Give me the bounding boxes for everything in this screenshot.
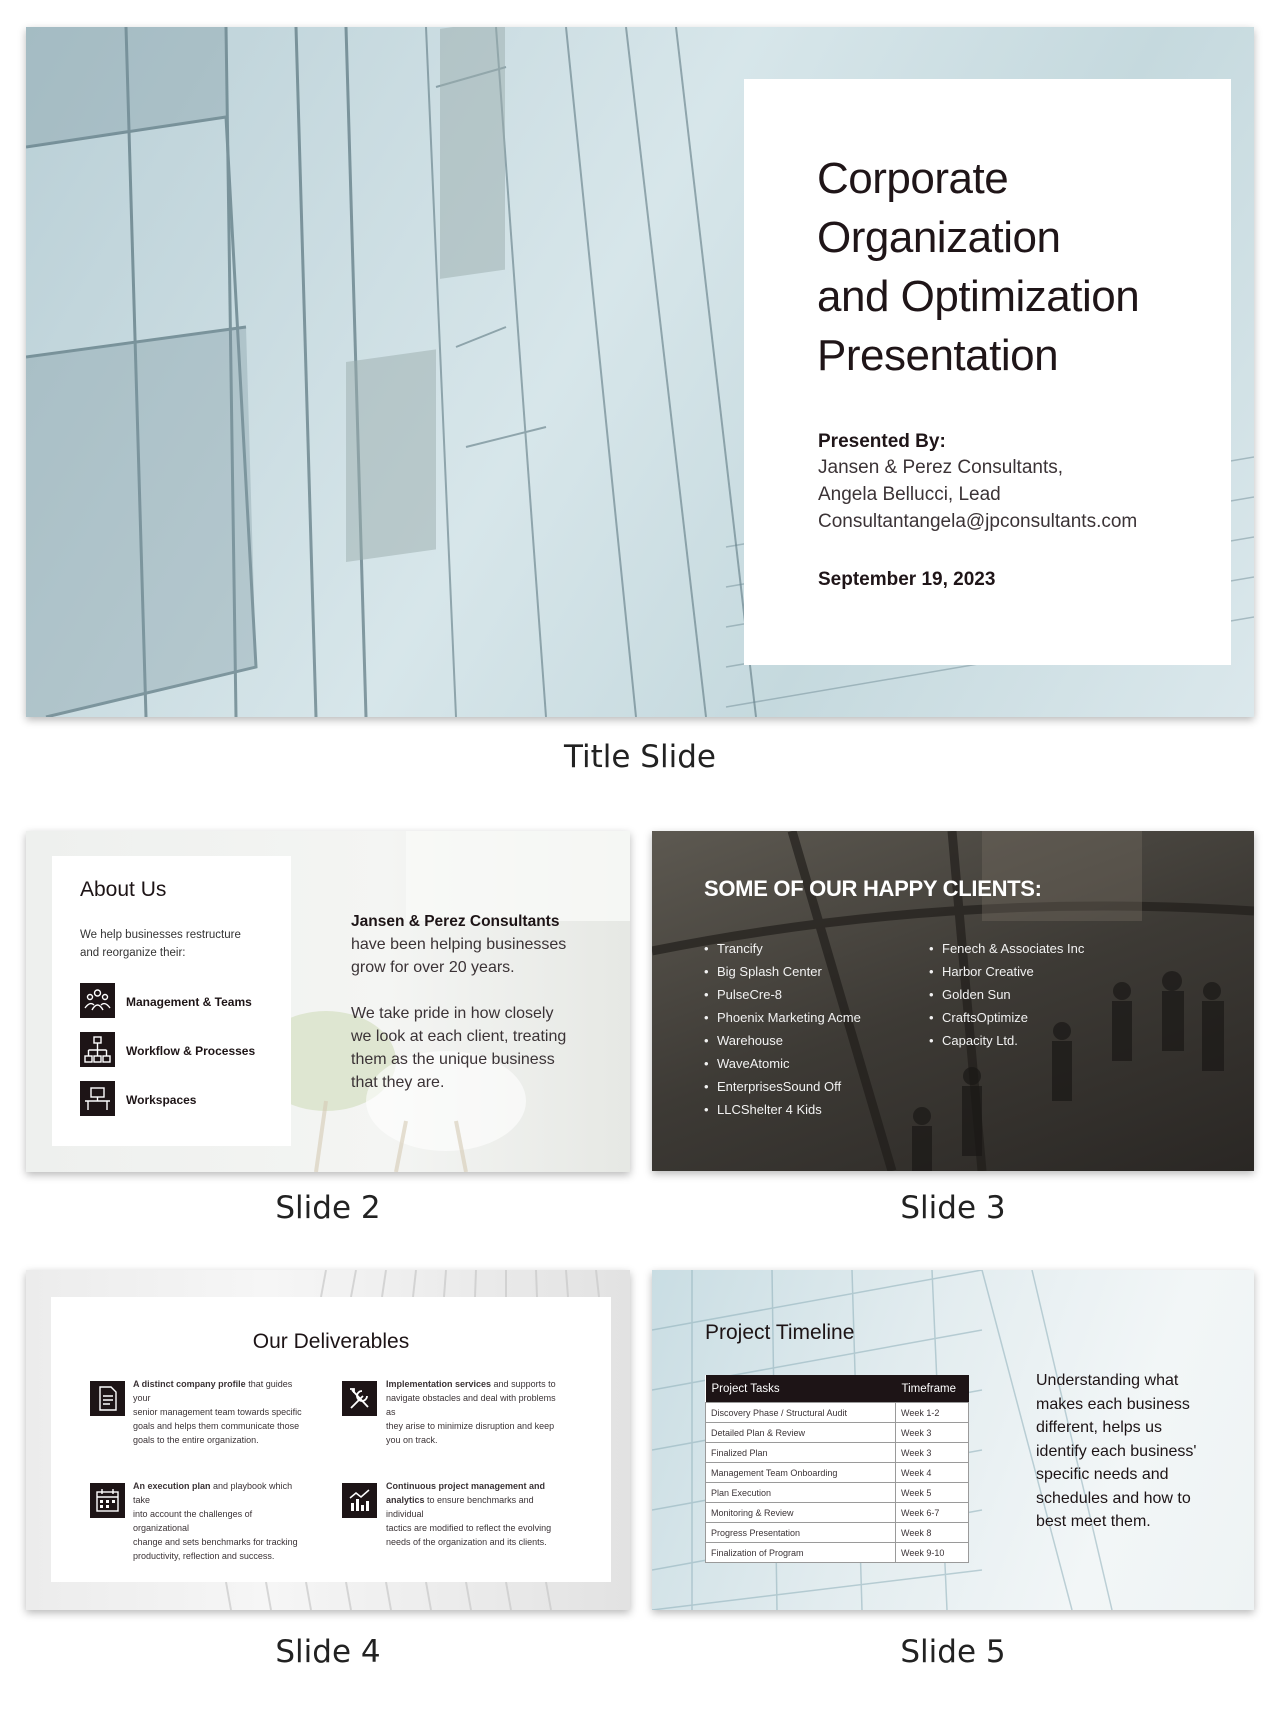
description-line: specific needs and [1036,1466,1169,1483]
workspace-icon [80,1081,115,1116]
title-line: Organization [817,213,1061,262]
timeline-description [1036,1369,1226,1534]
deliverable-line: needs of the organization and its clients. [386,1537,547,1547]
description-line: schedules and how to [1036,1489,1191,1507]
client-item: • Capacity Ltd. [929,1029,1084,1052]
deliverable-text [386,1377,561,1447]
table-row [706,1483,969,1503]
task-cell: Management Team Onboarding [706,1463,896,1483]
deliverable-line: navigate obstacles and deal with problems as [386,1393,556,1417]
description-line: best meet them. [1036,1513,1151,1530]
timeframe-cell: Week 1-2 [896,1403,969,1423]
intro-line: and reorganize their: [80,947,186,959]
service-label: Workflow & Processes [126,1044,256,1058]
deliverable-line: and supports to [491,1379,556,1389]
deliverable-line: goals and helps them communicate those [133,1421,300,1431]
client-item: • Phoenix Marketing Acme [704,1006,861,1029]
title-line: and Optimization [817,272,1140,321]
timeframe-cell: Week 3 [896,1423,969,1443]
client-item: • LLCShelter 4 Kids [704,1098,861,1121]
deliverable-bold: Continuous project management and analytics [386,1481,546,1505]
client-item: • CraftsOptimize [929,1006,1084,1029]
about-title: About Us [80,878,167,901]
table-row [706,1523,969,1543]
title-line: Corporate [817,154,1009,203]
clients-list-right [929,937,1084,1052]
caption-slide-2: Slide 2 [275,1190,381,1226]
table-row [706,1403,969,1423]
task-cell: Detailed Plan & Review [706,1423,896,1443]
table-row [706,1423,969,1443]
client-item: • WaveAtomic [704,1052,861,1075]
caption-slide-3: Slide 3 [900,1190,1006,1226]
document-icon [90,1381,125,1416]
deliverable-line: to ensure benchmarks and individual [386,1495,534,1519]
deliverable-bold: Implementation services [386,1379,492,1389]
task-cell: Progress Presentation [706,1523,896,1543]
timeframe-cell: Week 9-10 [896,1543,969,1563]
timeframe-cell: Week 6-7 [896,1503,969,1523]
workflow-icon [80,1032,115,1067]
client-item: • Harbor Creative [929,960,1084,983]
deliverable-line: into account the challenges of organizational [133,1509,253,1533]
table-row [706,1503,969,1523]
column-header: Project Tasks [706,1375,896,1403]
description-line: makes each business [1036,1395,1190,1413]
service-label: Management & Teams [126,995,252,1009]
slide-2 [26,831,630,1172]
caption-slide-4: Slide 4 [275,1634,381,1670]
table-row [706,1443,969,1463]
paragraph-line: that they are. [351,1074,445,1091]
caption-title-slide: Title Slide [564,739,716,775]
timeline-table [705,1375,969,1563]
description-line: different, helps us [1036,1419,1163,1436]
presenter-line: Angela Bellucci, Lead [818,484,1001,505]
deliverable-line: you on track. [386,1435,438,1445]
table-row [706,1543,969,1563]
deliverable-line: that guides your [133,1379,293,1403]
task-cell: Monitoring & Review [706,1503,896,1523]
paragraph-line: we look at each client, treating [351,1028,567,1045]
about-intro [80,926,255,962]
slide-4 [26,1270,630,1610]
deliverables-title: Our Deliverables [252,1330,410,1353]
about-description [351,910,581,1094]
clients-title: SOME OF OUR HAPPY CLIENTS: [704,876,1042,901]
paragraph-line: grow for over 20 years. [351,959,515,976]
title-slide [26,27,1254,717]
presenter-line: Jansen & Perez Consultants, [818,457,1064,478]
table-row [706,1463,969,1483]
paragraph-line: We take pride in how closely [351,1005,554,1022]
table-header-row [706,1375,969,1403]
paragraph-line: them as the unique business [351,1051,555,1068]
deliverable-line: productivity, reflection and success. [133,1551,275,1561]
deliverable-line: and playbook which take [133,1481,293,1505]
deliverable-line: change and sets benchmarks for tracking [133,1537,298,1547]
task-cell: Finalization of Program [706,1543,896,1563]
client-item: • Trancify [704,937,861,960]
calendar-icon [90,1483,125,1518]
client-item: • PulseCre-8 [704,983,861,1006]
timeframe-cell: Week 5 [896,1483,969,1503]
deliverable-line: senior management team towards specific [133,1407,302,1417]
deliverables-card [51,1297,611,1582]
deliverable-bold: An execution plan [133,1481,211,1491]
slide-3 [652,831,1254,1171]
client-item: • Fenech & Associates Inc [929,937,1084,960]
client-item: • Golden Sun [929,983,1084,1006]
paragraph-line: have been helping businesses [351,936,567,953]
timeframe-cell: Week 8 [896,1523,969,1543]
deliverable-bold: A distinct company profile [133,1379,246,1389]
clients-list-left [704,937,861,1121]
client-item: • Big Splash Center [704,960,861,983]
title-line: Presentation [817,331,1059,380]
deliverable-text [133,1377,308,1447]
task-cell: Discovery Phase / Structural Audit [706,1403,896,1423]
deliverable-text [133,1479,308,1563]
team-icon [80,983,115,1018]
column-header: Timeframe [896,1375,969,1403]
presentation-title [817,149,1217,385]
analytics-icon [342,1483,377,1518]
timeline-title: Project Timeline [705,1321,855,1344]
presented-by-label: Presented By: [818,431,946,452]
deliverable-line: tactics are modified to reflect the evolving [386,1523,552,1533]
deliverable-line: they arise to minimize disruption and keep [386,1421,555,1431]
client-item-continued [704,1029,861,1052]
service-label: Workspaces [126,1093,197,1107]
company-name: Jansen & Perez Consultants [351,913,560,930]
intro-line: We help businesses restructure [80,929,241,941]
deliverable-line: goals to the entire organization. [133,1435,259,1445]
title-card [744,79,1231,665]
tools-icon [342,1381,377,1416]
timeframe-cell: Week 4 [896,1463,969,1483]
task-cell: Finalized Plan [706,1443,896,1463]
description-line: identify each business' [1036,1442,1197,1460]
caption-slide-5: Slide 5 [900,1634,1006,1670]
slide-5 [652,1270,1254,1610]
presentation-date: September 19, 2023 [818,569,996,590]
task-cell: Plan Execution [706,1483,896,1503]
deliverable-text [386,1479,561,1549]
timeframe-cell: Week 3 [896,1443,969,1463]
description-line: Understanding what [1036,1372,1179,1389]
client-item: • EnterprisesSound Off [704,1075,861,1098]
client-continuation: Warehouse [717,1033,783,1048]
presenter-email: Consultantangela@jpconsultants.com [818,511,1138,532]
